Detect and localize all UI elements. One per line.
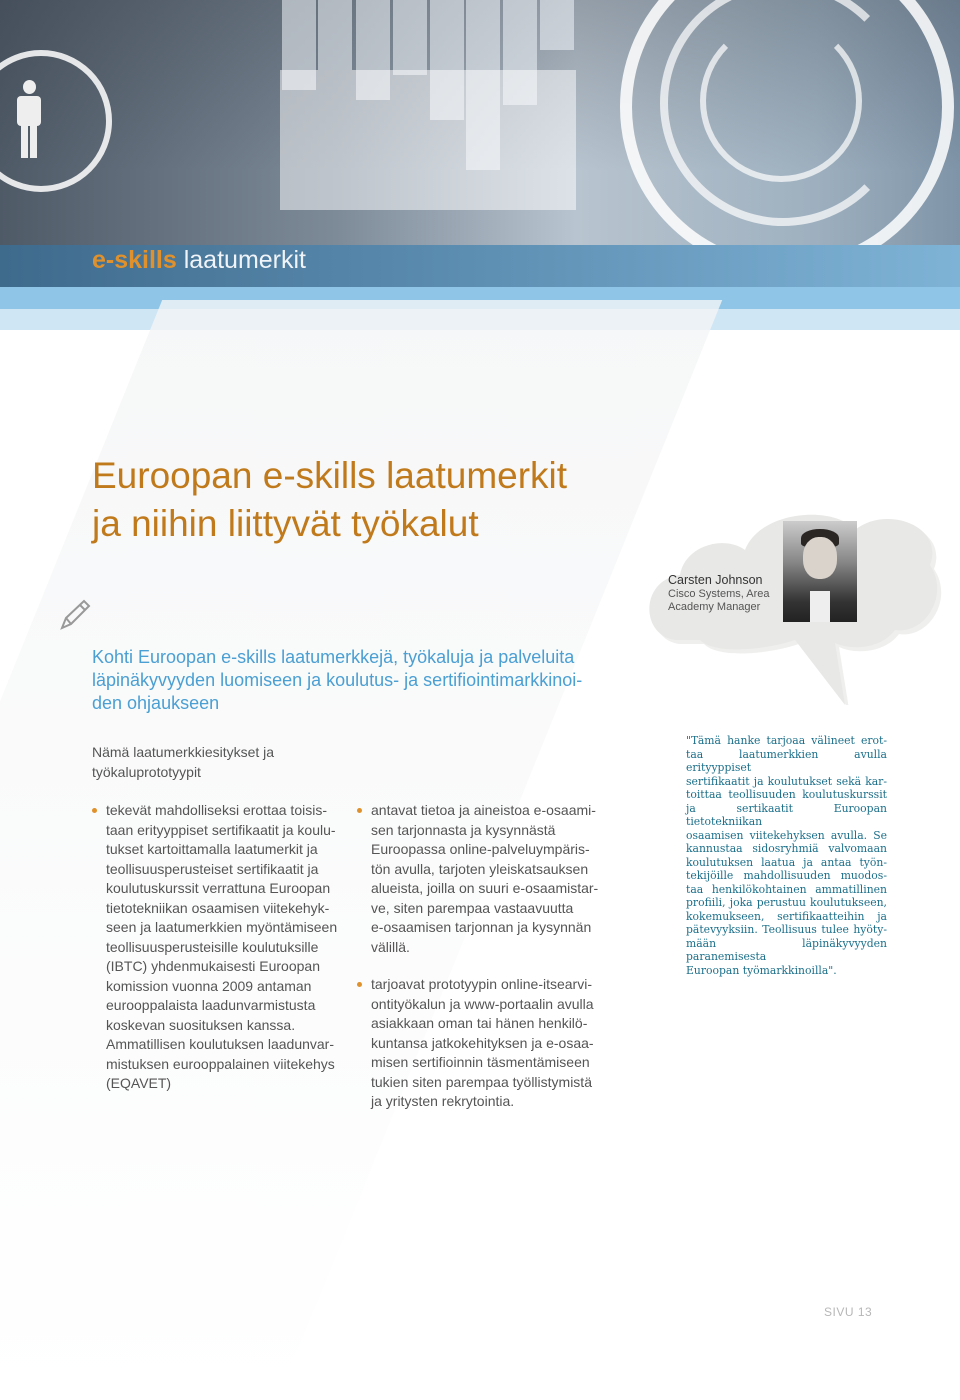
bullet-text	[371, 801, 598, 957]
text-line: tukien siten parempaa työllistymistä	[371, 1073, 592, 1090]
page-title	[92, 452, 567, 548]
text-line: koskevan suosituksen kanssa.	[106, 1016, 296, 1033]
text-line: kokemukseen, sertifikaatteihin ja	[686, 909, 887, 923]
text-line: asiakkaan oman tai hänen henkilö-	[371, 1015, 588, 1031]
bullet-item	[371, 975, 594, 1112]
text-line: koulutuksen laatua ja antaa työn-	[686, 855, 887, 869]
text-line: välillä.	[371, 938, 410, 955]
bullet-dot	[357, 982, 362, 987]
brand-text: e-skills	[92, 246, 177, 274]
section-title	[92, 246, 306, 275]
text-line: Nämä laatumerkkiesitykset ja	[92, 744, 275, 760]
bullet-text	[106, 801, 337, 1094]
text-line: kuntansa jatkokehityksen ja e-osaa-	[371, 1034, 594, 1051]
text-line: tukset kartoittamalla laatumerkit ja	[106, 841, 318, 857]
text-line: sertifikaatit ja koulutukset sekä kar-	[686, 774, 887, 788]
text-line: Euroopan työmarkkinoilla".	[686, 963, 837, 977]
text-line: pätevyyksiin. Teollisuus tulee hyöty-	[686, 923, 887, 936]
text-line: "Tämä hanke tarjoaa välineet erot-	[686, 734, 887, 747]
bullet-item	[371, 801, 598, 957]
text-line: (EQAVET)	[106, 1075, 172, 1091]
text-line: tön avulla, tarjoten yleiskatsauksen	[371, 860, 589, 877]
text-line: Ammatillisen koulutuksen laadunvar-	[106, 1036, 334, 1052]
text-line: tietotekniikan osaamisen viitekehyk-	[106, 899, 330, 916]
text-line: ja yritysten rekrytointia.	[371, 1093, 515, 1109]
text-line: (IBTC) yhdenmukaisesti Euroopan	[106, 958, 320, 974]
text-line: ve, siten parempaa vastaavuutta	[371, 899, 574, 916]
title-line: ja niihin liittyvät työkalut	[92, 503, 479, 544]
text-line: mään läpinäkyvyyden paranemisesta	[686, 936, 887, 963]
text-line: Euroopassa online-palveluympäris-	[371, 841, 590, 857]
text-line: osaamisen viitekehyksen avulla. Se	[686, 828, 887, 842]
text-line: e-osaamisen tarjonnan ja kysynnän	[371, 919, 592, 935]
text-line: teollisuusperusteiset sertifikaatit ja	[106, 860, 319, 877]
person-name: Carsten Johnson	[668, 573, 763, 587]
text-line: ontityökalun ja www-portaalin avulla	[371, 995, 594, 1012]
text-line: alueista, joilla on suuri e-osaamistar-	[371, 880, 599, 896]
bullet-item	[106, 801, 337, 1094]
text-line: kannustaa sidosryhmiä valvomaan	[686, 842, 887, 855]
lead-paragraph	[92, 646, 632, 715]
text-line: den ohjaukseen	[92, 693, 220, 713]
text-line: läpinäkyvyyden luomiseen ja koulutus- ja sertifiointimarkkinoi-	[92, 670, 583, 690]
text-line: tekevät mahdolliseksi erottaa toisis-	[106, 802, 327, 818]
bullet-dot	[92, 808, 97, 813]
text-line: tekijöille mahdollisuuden muodos-	[686, 869, 887, 882]
bullet-dot	[357, 808, 362, 813]
title-line: Euroopan e-skills laatumerkit	[92, 455, 568, 496]
role-line: Cisco Systems, Area	[668, 588, 770, 600]
text-line: taa laatumerkkien avulla erityyppiset	[686, 747, 887, 774]
text-line: työkaluprototyypit	[92, 763, 201, 780]
text-line: seen ja laatumerkkien myöntämiseen	[106, 919, 338, 935]
text-line: sen tarjonnasta ja kysynnästä	[371, 821, 556, 838]
text-line: misen sertifioinnin täsmentämiseen	[371, 1054, 590, 1070]
text-line: tarjoavat prototyypin online-itsearvi-	[371, 976, 592, 992]
quote-text	[686, 734, 887, 977]
text-line: mistuksen eurooppalainen viitekehys	[106, 1055, 335, 1072]
pencil-icon	[58, 598, 92, 637]
page-number: SIVU 13	[824, 1305, 873, 1319]
person-icon	[14, 80, 44, 160]
text-line: toittaa teollisuuden koulutuskurssit	[686, 788, 887, 801]
text-line: antavat tietoa ja aineistoa e-osaami-	[371, 802, 596, 818]
portrait-photo	[783, 521, 857, 622]
header-banner	[0, 0, 960, 330]
text-line: teollisuusperusteisille koulutuksille	[106, 938, 319, 955]
text-line: koulutuskurssit verrattuna Euroopan	[106, 880, 331, 896]
text-line: Kohti Euroopan e-skills laatumerkkejä, työkaluja ja palveluita	[92, 647, 575, 667]
role-line: Academy Manager	[668, 601, 761, 613]
bullet-text	[371, 975, 594, 1112]
person-role	[668, 588, 769, 614]
text-line: eurooppalaista laadunvarmistusta	[106, 997, 316, 1013]
text-line: taa henkilökohtainen ammatillinen	[686, 882, 887, 896]
text-line: ja sertikaatit Euroopan tietotekniikan	[686, 801, 887, 828]
section-title-text: laatumerkit	[176, 246, 306, 274]
text-line: profiili, joka perustuu koulutukseen,	[686, 896, 887, 909]
text-line: taan erityyppiset sertifikaatit ja koulu-	[106, 821, 336, 838]
text-line: komission vuonna 2009 antaman	[106, 977, 312, 994]
intro-paragraph	[92, 743, 274, 782]
